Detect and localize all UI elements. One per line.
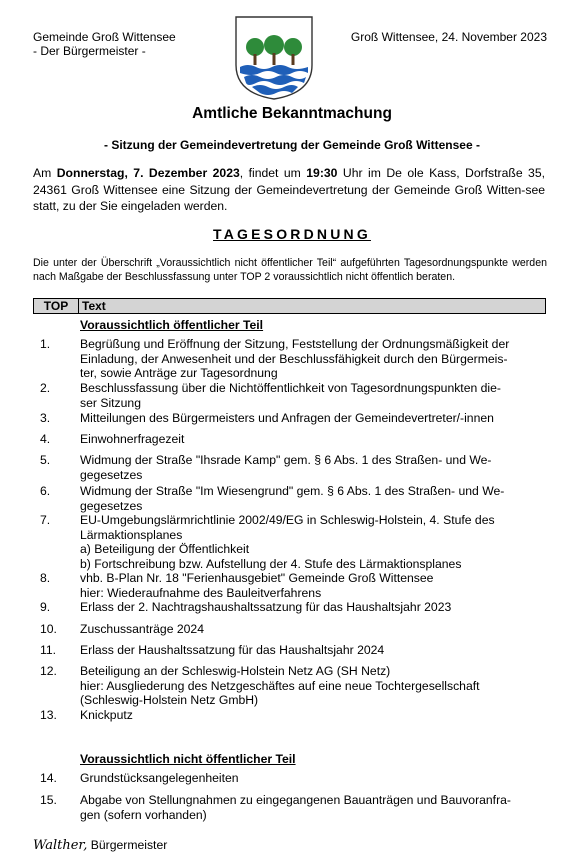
agenda-item-text: [80, 643, 530, 658]
agenda-item-line: gen (sofern vorhanden): [80, 807, 207, 822]
agenda-item-text: [80, 600, 530, 615]
agenda-item-line: (Schleswig-Holstein Netz GmbH): [80, 693, 259, 707]
agenda-item-line: vhb. B-Plan Nr. 18 "Ferienhausgebiet" Gemeinde Groß Wittensee: [80, 571, 434, 585]
agenda-item-line: gegesetzes: [80, 467, 143, 482]
agenda-item-text: [80, 622, 530, 637]
agenda-item-text: [80, 708, 530, 723]
agenda-item-line: hier: Ausgliederung des Netzgeschäftes auf eine neue Tochtergesellschaft: [80, 678, 480, 693]
agenda-heading-text: TAGESORDNUNG: [213, 226, 371, 242]
agenda-item-text: [80, 664, 530, 708]
agenda-item-line: Begrüßung und Eröffnung der Sitzung, Feststellung der Ordnungsmäßigkeit der: [80, 337, 510, 351]
signature: [33, 838, 167, 853]
agenda-item-text: [80, 571, 530, 600]
agenda-item-line: Knickputz: [80, 708, 133, 722]
agenda-item-line: EU-Umgebungslärmrichtlinie 2002/49/EG in Schleswig-Holstein, 4. Stufe des: [80, 513, 495, 527]
municipality-name: Gemeinde Groß Wittensee: [33, 30, 176, 44]
place-date: Groß Wittensee, 24. November 2023: [350, 30, 547, 44]
intro-text: , findet um: [239, 166, 307, 180]
agenda-item-line: Lärmaktionsplanes: [80, 527, 183, 542]
municipality-header: [33, 30, 176, 58]
signature-role: Bürgermeister: [90, 838, 168, 852]
agenda-item-line: b) Fortschreibung bzw. Aufstellung der 4. Stufe des Lärmaktionsplanes: [80, 556, 462, 571]
agenda-item-line: Zuschussanträge 2024: [80, 622, 204, 636]
meeting-subtitle: - Sitzung der Gemeindevertretung der Gemeinde Groß Wittensee -: [104, 138, 480, 152]
agenda-item-number: 11.: [40, 643, 57, 657]
agenda-item-text: [80, 793, 530, 822]
intro-text: Am: [33, 166, 57, 180]
agenda-item-number: 14.: [40, 771, 57, 785]
agenda-item-line: Einwohnerfragezeit: [80, 432, 185, 446]
agenda-item-text: [80, 411, 530, 426]
agenda-item-text: [80, 513, 530, 571]
column-top: TOP: [34, 299, 79, 313]
agenda-item-line: Widmung der Straße "Ihsrade Kamp" gem. § 6 Abs. 1 des Straßen- und We-: [80, 453, 492, 467]
agenda-item-line: Grundstücksangelegenheiten: [80, 771, 239, 785]
agenda-item-number: 13.: [40, 708, 57, 722]
agenda-item-number: 9.: [40, 600, 51, 614]
agenda-item-number: 2.: [40, 381, 51, 395]
table-header: [33, 298, 546, 314]
public-part-heading: Voraussichtlich öffentlicher Teil: [80, 318, 264, 332]
agenda-item-line: ser Sitzung: [80, 395, 141, 410]
agenda-item-line: Beschlussfassung über die Nichtöffentlichkeit von Tagesordnungspunkten die-: [80, 381, 501, 395]
signature-name: Walther,: [33, 838, 88, 853]
agenda-item-number: 7.: [40, 513, 51, 527]
agenda-item-text: [80, 337, 530, 381]
agenda-item-line: gegesetzes: [80, 498, 143, 513]
agenda-item-text: [80, 484, 530, 513]
agenda-heading: [0, 226, 584, 242]
agenda-item-line: Erlass der 2. Nachtragshaushaltssatzung für das Haushaltsjahr 2023: [80, 600, 452, 614]
agenda-item-text: [80, 381, 530, 410]
meeting-time: 19:30: [306, 166, 338, 180]
agenda-item-line: hier: Wiederaufnahme des Bauleitverfahrens: [80, 585, 322, 600]
nonpublic-part-heading: Voraussichtlich nicht öffentlicher Teil: [80, 752, 296, 766]
agenda-item-line: Mitteilungen des Bürgermeisters und Anfragen der Gemeindevertreter/-innen: [80, 411, 494, 425]
agenda-item-line: a) Beteiligung der Öffentlichkeit: [80, 542, 250, 556]
agenda-item-text: [80, 453, 530, 482]
agenda-item-line: ter, sowie Anträge zur Tagesordnung: [80, 366, 278, 380]
page-title: Amtliche Bekanntmachung: [192, 105, 392, 122]
agenda-item-line: Abgabe von Stellungnahmen zu eingegangenen Bauanträgen und Bauvoranfra-: [80, 793, 511, 807]
agenda-item-number: 8.: [40, 571, 51, 585]
meeting-date: Donnerstag, 7. Dezember 2023: [56, 166, 240, 180]
agenda-item-line: Erlass der Haushaltssatzung für das Haushaltsjahr 2024: [80, 643, 385, 657]
agenda-item-number: 15.: [40, 793, 57, 807]
agenda-item-text: [80, 432, 530, 447]
agenda-item-text: [80, 771, 530, 786]
agenda-item-number: 12.: [40, 664, 57, 678]
column-text: Text: [82, 299, 106, 313]
agenda-item-number: 1.: [40, 337, 51, 351]
agenda-item-number: 10.: [40, 622, 57, 636]
agenda-note: Die unter der Überschrift „Voraussichtlich nicht öffentlicher Teil“ aufgeführten Tagesordnungspunkte werden nach Maßgabe der Beschlussfassung unter TOP 2 voraussichtlich nicht öffentlich beraten.: [33, 257, 547, 283]
agenda-item-number: 4.: [40, 432, 51, 446]
intro-text: Uhr im De ole Kass, Dorfstraße 35, 24361 Groß Wittensee eine Sitzung der Gemeindevertretung der Gemeinde Groß Witten-see statt, zu der Sie eingeladen werden.: [33, 166, 545, 213]
agenda-item-number: 3.: [40, 411, 51, 425]
mayor-label: - Der Bürgermeister -: [33, 44, 146, 58]
municipal-coat-of-arms: [234, 15, 314, 101]
agenda-item-line: Beteiligung an der Schleswig-Holstein Netz AG (SH Netz): [80, 664, 391, 678]
invitation-paragraph: [33, 165, 545, 215]
agenda-item-number: 6.: [40, 484, 51, 498]
agenda-item-line: Widmung der Straße "Im Wiesengrund" gem. § 6 Abs. 1 des Straßen- und We-: [80, 484, 505, 498]
agenda-item-line: Einladung, der Anwesenheit und der Beschlussfähigkeit durch den Bürgermeis-: [80, 351, 508, 366]
agenda-item-number: 5.: [40, 453, 51, 467]
